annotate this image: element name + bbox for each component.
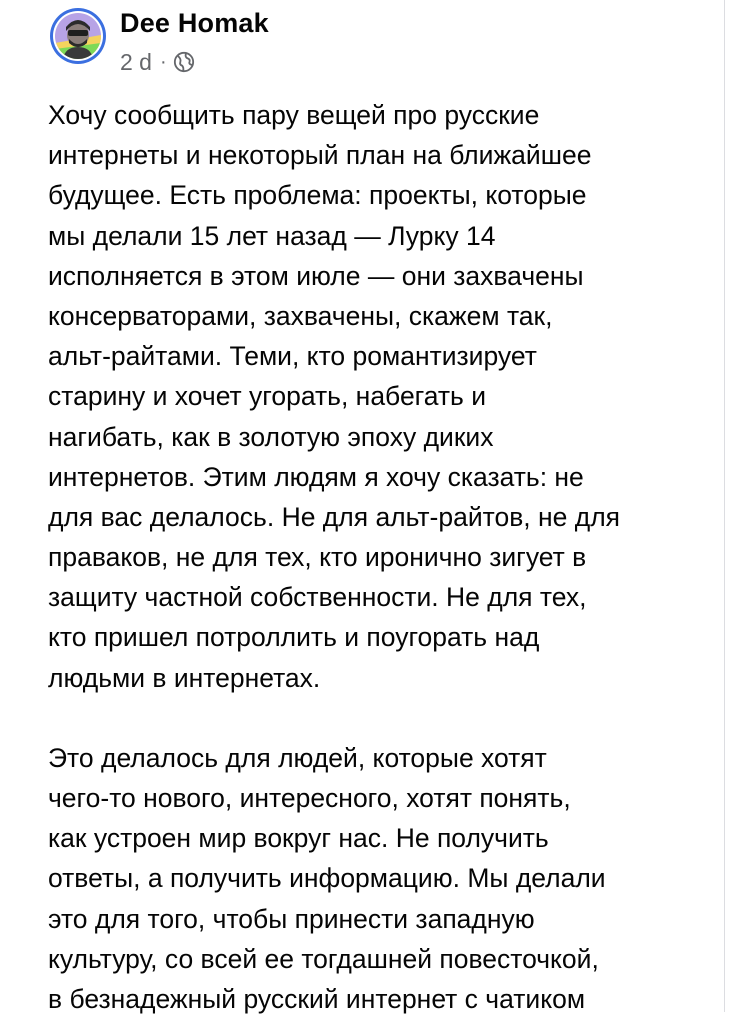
meta-separator: ·	[159, 51, 167, 73]
text-line: это для того, чтобы принести западную	[48, 903, 535, 934]
text-line: интернеты и некоторый план на ближайшее	[48, 140, 592, 171]
avatar-portrait-icon	[55, 13, 101, 59]
text-line: консерваторами, захвачены, скажем так,	[48, 300, 553, 331]
author-name[interactable]: Dee Homak	[120, 8, 269, 38]
text-line: чего-то нового, интересного, хотят понять,	[48, 783, 571, 813]
text-line: интернетов. Этим людям я хочу сказать: не	[48, 461, 584, 492]
text-line: мы делали 15 лет назад — Лурку 14	[48, 220, 496, 251]
text-line: для вас делалось. Не для альт-райтов, не для	[48, 501, 621, 532]
text-line: нагибать, как в золотую эпоху диких	[48, 421, 494, 452]
text-line: старину и хочет угорать, набегать и	[48, 381, 487, 412]
text-line: праваков, не для тех, кто иронично зигует в	[48, 542, 587, 573]
globe-icon	[173, 51, 195, 73]
text-line: будущее. Есть проблема: проекты, которые	[48, 180, 587, 211]
text-line: защиту частной собственности. Не для тех,	[48, 582, 587, 613]
post-header	[50, 8, 700, 78]
paragraph	[48, 95, 713, 698]
paragraph	[48, 738, 713, 1019]
post-text	[48, 95, 713, 1019]
post-timestamp[interactable]: 2 d	[120, 49, 152, 75]
text-line: ответы, а получить информацию. Мы делали	[48, 863, 606, 894]
text-line: исполняется в этом июле — они захвачены	[48, 260, 584, 291]
post-meta	[120, 48, 195, 76]
text-line: альт-райтами. Теми, кто романтизирует	[48, 341, 537, 372]
text-line: в безнадежный русский интернет с чатиком	[48, 983, 586, 1014]
avatar[interactable]	[50, 8, 106, 64]
avatar-image	[53, 11, 103, 61]
text-line: культуру, со всей ее тогдашней повесточкой,	[48, 943, 599, 974]
text-line: людьми в интернетах.	[48, 662, 321, 693]
text-line: как устроен мир вокруг нас. Не получить	[48, 823, 549, 854]
text-line: Это делалось для людей, которые хотят	[48, 742, 547, 773]
text-line: Хочу сообщить пару вещей про русские	[48, 100, 540, 130]
text-line: кто пришел потроллить и поугорать над	[48, 622, 540, 653]
